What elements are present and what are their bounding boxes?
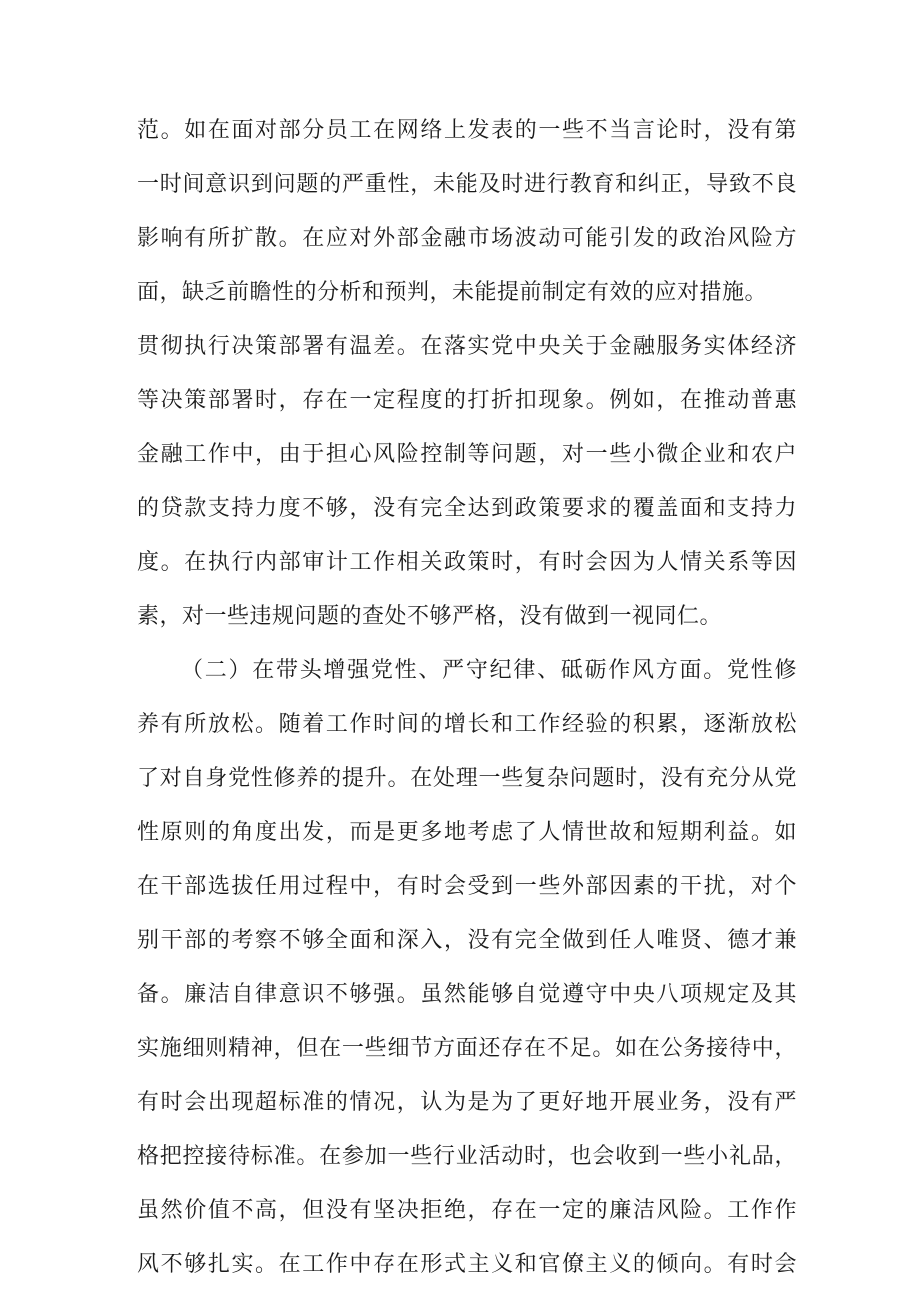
- text-line: 面，缺乏前瞻性的分析和预判，未能提前制定有效的应对措施。: [137, 280, 768, 305]
- text-line: 一时间意识到问题的严重性，未能及时进行教育和纠正，导致不良: [137, 172, 797, 197]
- text-line: 素，对一些违规问题的查处不够严格，没有做到一视同仁。: [137, 604, 723, 629]
- text-line: 在干部选拔任用过程中，有时会受到一些外部因素的干扰，对个: [137, 874, 797, 899]
- text-line: 养有所放松。随着工作时间的增长和工作经验的积累，逐渐放松: [137, 712, 797, 737]
- text-line: 金融工作中，由于担心风险控制等问题，对一些小微企业和农户: [137, 442, 797, 467]
- text-line: 了对自身党性修养的提升。在处理一些复杂问题时，没有充分从党: [137, 766, 797, 791]
- text-line: 性原则的角度出发，而是更多地考虑了人情世故和短期利益。如: [137, 820, 797, 845]
- text-line: 备。廉洁自律意识不够强。虽然能够自觉遵守中央八项规定及其: [137, 982, 797, 1007]
- text-line: 等决策部署时，存在一定程度的打折扣现象。例如，在推动普惠: [137, 388, 797, 413]
- section-heading-line: （二）在带头增强党性、严守纪律、砥砺作风方面。党性修: [181, 658, 797, 683]
- text-line: 的贷款支持力度不够，没有完全达到政策要求的覆盖面和支持力: [137, 496, 797, 521]
- text-line: 有时会出现超标准的情况，认为是为了更好地开展业务，没有严: [137, 1090, 797, 1115]
- text-line: 实施细则精神，但在一些细节方面还存在不足。如在公务接待中，: [137, 1036, 797, 1061]
- text-line: 格把控接待标准。在参加一些行业活动时，也会收到一些小礼品，: [137, 1144, 797, 1169]
- text-line: 贯彻执行决策部署有温差。在落实党中央关于金融服务实体经济: [137, 334, 797, 359]
- text-line: 别干部的考察不够全面和深入，没有完全做到任人唯贤、德才兼: [137, 928, 797, 953]
- text-line: 风不够扎实。在工作中存在形式主义和官僚主义的倾向。有时会: [137, 1252, 797, 1277]
- document-body: [137, 104, 797, 1292]
- text-line: 影响有所扩散。在应对外部金融市场波动可能引发的政治风险方: [137, 226, 797, 251]
- text-line: 度。在执行内部审计工作相关政策时，有时会因为人情关系等因: [137, 550, 797, 575]
- text-line: 虽然价值不高，但没有坚决拒绝，存在一定的廉洁风险。工作作: [137, 1198, 797, 1223]
- text-line: 范。如在面对部分员工在网络上发表的一些不当言论时，没有第: [137, 118, 797, 143]
